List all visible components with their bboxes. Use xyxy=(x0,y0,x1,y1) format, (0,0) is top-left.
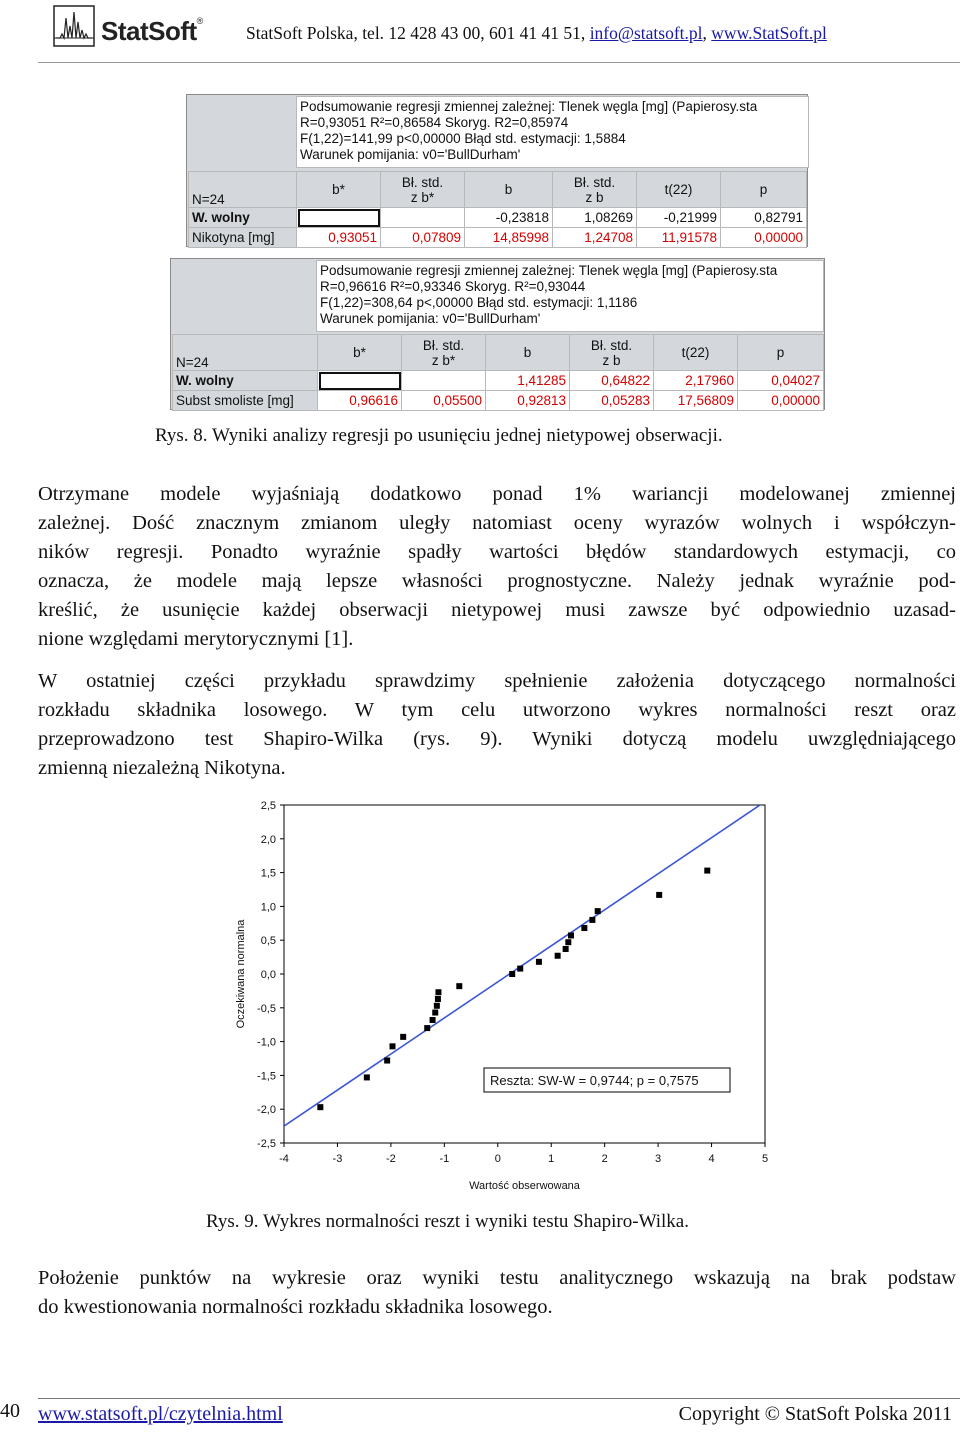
data-point xyxy=(589,917,595,923)
col-header-se-b-star: Bł. std. z b* xyxy=(381,172,465,208)
data-point xyxy=(400,1034,406,1040)
regression-table-2 xyxy=(170,258,825,410)
table-cell[interactable]: 17,56809 xyxy=(654,391,738,411)
y-tick-label: 0,5 xyxy=(260,935,276,948)
table-row xyxy=(173,391,824,411)
regression-summary xyxy=(296,96,809,168)
data-point xyxy=(509,971,515,977)
y-tick-label: 0,0 xyxy=(260,969,276,981)
figure-8-caption: Rys. 8. Wyniki analizy regresji po usunięciu jednej nietypowej obserwacji. xyxy=(155,425,723,446)
y-tick-label: 1,5 xyxy=(260,867,276,880)
col-header-b: b xyxy=(465,172,553,208)
data-point xyxy=(430,1017,436,1023)
table-cell[interactable]: 1,08269 xyxy=(553,208,637,228)
table-cell[interactable] xyxy=(402,371,486,391)
regression-summary xyxy=(316,260,824,332)
data-point xyxy=(432,1010,438,1016)
table-cell[interactable]: 0,96616 xyxy=(318,391,402,411)
table-cell[interactable] xyxy=(381,208,465,228)
y-tick-label: 1,0 xyxy=(260,901,276,914)
text-line: przeprowadzono test Shapiro-Wilka (rys. 9). Wyniki dotyczą modelu uwzględniającego xyxy=(38,728,956,750)
col-header-b: b xyxy=(486,335,570,371)
text-line: kreślić, że usunięcie każdej obserwacji nietypowej musi zawsze być odpowiednio uzasad- xyxy=(38,599,956,621)
x-tick-label: -4 xyxy=(279,1153,289,1165)
table-cell[interactable]: 0,92813 xyxy=(486,391,570,411)
row-label: W. wolny xyxy=(189,208,297,228)
page-number: 40 xyxy=(0,1400,20,1422)
y-tick-label: -1,0 xyxy=(257,1036,276,1049)
table-cell[interactable]: 1,41285 xyxy=(486,371,570,391)
table-row xyxy=(173,371,824,391)
annotation-text: Reszta: SW-W = 0,9744; p = 0,7575 xyxy=(490,1073,699,1088)
text-line: Otrzymane modele wyjaśniają dodatkowo ponad 1% wariancji modelowanej zmiennej xyxy=(38,483,956,505)
table-cell[interactable]: 0,82791 xyxy=(721,208,807,228)
table-cell[interactable]: 2,17960 xyxy=(654,371,738,391)
row-label: W. wolny xyxy=(173,371,318,391)
data-point xyxy=(555,953,561,959)
text-line: ników regresji. Ponadto wyraźnie spadły wartości błędów standardowych estymacji, co xyxy=(38,541,956,563)
summary-line: Podsumowanie regresji zmiennej zależnej: Tlenek węgla [mg] (Papierosy.sta xyxy=(300,99,758,114)
col-header-se-b-star: Bł. std. z b* xyxy=(402,335,486,371)
col-header-se-b: Bł. std. z b xyxy=(553,172,637,208)
paragraph-3 xyxy=(38,1264,956,1322)
table-row xyxy=(189,228,807,248)
x-tick-label: 4 xyxy=(708,1153,715,1165)
data-point xyxy=(565,939,571,945)
selected-cell[interactable] xyxy=(297,208,381,228)
table-cell[interactable]: 11,91578 xyxy=(637,228,721,248)
data-point xyxy=(563,946,569,952)
data-point xyxy=(704,868,710,874)
data-point xyxy=(536,959,542,965)
summary-line: R=0,93051 R²=0,86584 Skoryg. R2=0,85974 xyxy=(300,115,569,130)
table-row xyxy=(189,208,807,228)
table-cell[interactable]: 0,00000 xyxy=(738,391,824,411)
y-tick-label: -2,0 xyxy=(257,1104,276,1117)
data-point xyxy=(656,892,662,898)
text-line: nione względami merytorycznymi [1]. xyxy=(38,628,354,650)
text-line: Położenie punktów na wykresie oraz wyniki testu analitycznego wskazują na brak podstaw xyxy=(38,1267,956,1289)
x-tick-label: -2 xyxy=(385,1153,396,1165)
n-label: N=24 xyxy=(173,335,318,371)
col-header-t: t(22) xyxy=(637,172,721,208)
data-point xyxy=(568,932,574,938)
col-header-p: p xyxy=(721,172,807,208)
table-cell[interactable]: 1,24708 xyxy=(553,228,637,248)
regression-grid xyxy=(172,334,824,411)
text-line: do kwestionowania normalności rozkładu składnika losowego. xyxy=(38,1296,553,1318)
row-label: Nikotyna [mg] xyxy=(189,228,297,248)
contact-text: StatSoft Polska, tel. 12 428 43 00, 601 41 41 51, xyxy=(246,23,590,43)
y-tick-label: -0,5 xyxy=(257,1002,276,1015)
y-tick-label: 2,0 xyxy=(260,833,276,846)
text-line: zmienną niezależną Nikotyna. xyxy=(38,757,286,779)
table-cell[interactable]: 0,05283 xyxy=(570,391,654,411)
x-tick-label: 2 xyxy=(601,1153,608,1165)
paragraph-1 xyxy=(38,480,956,654)
data-point xyxy=(435,996,441,1002)
data-point xyxy=(517,966,523,972)
text-line: W ostatniej części przykładu sprawdzimy spełnienie założenia dotyczącego normalności xyxy=(38,670,956,692)
table-cell[interactable]: 0,00000 xyxy=(721,228,807,248)
data-point xyxy=(317,1104,323,1110)
contact-info xyxy=(246,23,827,44)
regression-table-1 xyxy=(186,94,808,247)
email-link[interactable]: info@statsoft.pl xyxy=(589,23,703,43)
statsoft-wordmark: StatSoft® xyxy=(101,16,203,46)
data-point xyxy=(424,1025,430,1031)
x-tick-label: 0 xyxy=(494,1153,501,1165)
data-point xyxy=(434,1003,440,1009)
table-cell[interactable]: 0,64822 xyxy=(570,371,654,391)
summary-line: Podsumowanie regresji zmiennej zależnej: Tlenek węgla [mg] (Papierosy.sta xyxy=(320,263,778,278)
x-axis-label: Wartość obserwowana xyxy=(469,1180,580,1192)
col-header-se-b: Bł. std. z b xyxy=(570,335,654,371)
y-tick-label: 2,5 xyxy=(260,800,276,812)
text-line: oznacza, że modele mają lepsze własności prognostyczne. Należy jednak wyraźnie pod- xyxy=(38,570,956,592)
x-tick-label: 3 xyxy=(655,1153,662,1165)
table-cell[interactable]: -0,21999 xyxy=(637,208,721,228)
copyright-text: Copyright © StatSoft Polska 2011 xyxy=(678,1403,952,1425)
data-point xyxy=(384,1058,390,1064)
data-point xyxy=(581,925,587,931)
col-header-b-star: b* xyxy=(318,335,402,371)
normal-probability-chart xyxy=(230,795,790,1195)
data-point xyxy=(389,1043,395,1049)
data-point xyxy=(435,989,441,995)
summary-line: Warunek pomijania: v0='BullDurham' xyxy=(320,311,541,326)
data-point xyxy=(364,1074,370,1080)
row-label: Subst smoliste [mg] xyxy=(173,391,318,411)
header-divider xyxy=(38,62,960,63)
x-tick-label: -3 xyxy=(332,1153,343,1165)
regression-grid xyxy=(188,171,807,248)
table-cell[interactable]: 0,07809 xyxy=(381,228,465,248)
x-tick-label: 1 xyxy=(548,1153,555,1165)
summary-line: F(1,22)=308,64 p<,00000 Błąd std. estymacji: 1,1186 xyxy=(320,295,638,310)
x-tick-label: 5 xyxy=(761,1153,769,1165)
website-link[interactable]: www.StatSoft.pl xyxy=(711,23,827,43)
summary-line: R=0,96616 R²=0,93346 Skoryg. R²=0,93044 xyxy=(320,279,586,294)
text-line: rozkładu składnika losowego. W tym celu utworzono wykres normalności reszt oraz xyxy=(38,699,956,721)
table-cell[interactable]: 0,93051 xyxy=(297,228,381,248)
y-tick-label: -2,5 xyxy=(257,1138,276,1150)
table-cell[interactable]: 14,85998 xyxy=(465,228,553,248)
text-line: zależnej. Dość znacznym zmianom uległy natomiast oceny wyrazów wolnych i współczyn- xyxy=(38,512,956,534)
x-tick-label: -1 xyxy=(439,1153,450,1165)
selected-cell[interactable] xyxy=(318,371,402,391)
footer-link[interactable]: www.statsoft.pl/czytelnia.html xyxy=(38,1403,283,1425)
summary-line: Warunek pomijania: v0='BullDurham' xyxy=(300,147,521,162)
data-point xyxy=(456,983,462,989)
col-header-t: t(22) xyxy=(654,335,738,371)
paragraph-2 xyxy=(38,667,956,783)
n-label: N=24 xyxy=(189,172,297,208)
y-tick-label: -1,5 xyxy=(257,1070,276,1083)
col-header-b-star: b* xyxy=(297,172,381,208)
y-axis-label: Oczekiwana normalna xyxy=(235,919,247,1029)
contact-separator: , xyxy=(702,23,712,43)
table-cell[interactable]: -0,23818 xyxy=(465,208,553,228)
table-cell[interactable]: 0,04027 xyxy=(738,371,824,391)
page-header xyxy=(0,0,960,62)
summary-line: F(1,22)=141,99 p<0,00000 Błąd std. estymacji: 1,5884 xyxy=(300,131,626,146)
figure-9-caption: Rys. 9. Wykres normalności reszt i wyniki testu Shapiro-Wilka. xyxy=(206,1211,689,1232)
table-cell[interactable]: 0,05500 xyxy=(402,391,486,411)
data-point xyxy=(595,908,601,914)
col-header-p: p xyxy=(738,335,824,371)
footer-divider xyxy=(38,1398,960,1399)
